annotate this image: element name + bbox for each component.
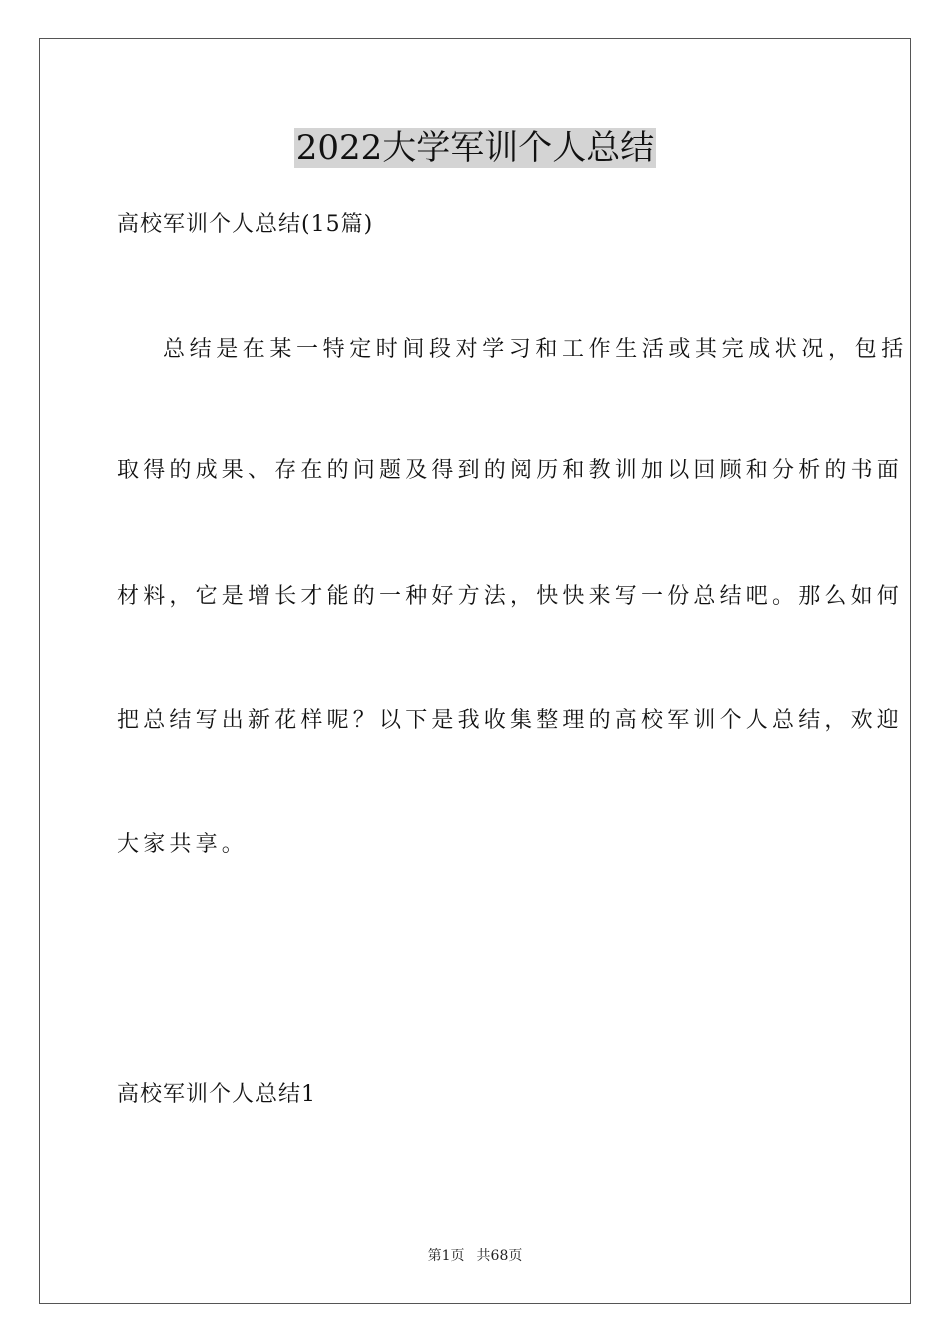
page-number: 第1页 xyxy=(427,1248,465,1264)
document-subtitle: 高校军训个人总结(15篇) xyxy=(117,212,374,237)
document-title xyxy=(0,126,950,170)
paragraph-line-5: 大家共享。 xyxy=(117,832,249,857)
paragraph-line-3: 材料，它是增长才能的一种好方法，快快来写一份总结吧。那么如何 xyxy=(117,584,904,609)
paragraph-line-1: 总结是在某一特定时间段对学习和工作生活或其完成状况，包括 xyxy=(163,337,908,362)
document-title-text: 2022大学军训个人总结 xyxy=(295,128,655,168)
paragraph-line-2: 取得的成果、存在的问题及得到的阅历和教训加以回顾和分析的书面 xyxy=(117,458,904,483)
paragraph-line-4: 把总结写出新花样呢？以下是我收集整理的高校军训个人总结，欢迎 xyxy=(117,708,904,733)
page-total: 共68页 xyxy=(476,1248,523,1264)
section-heading: 高校军训个人总结1 xyxy=(117,1082,316,1107)
page-footer xyxy=(0,1247,950,1265)
